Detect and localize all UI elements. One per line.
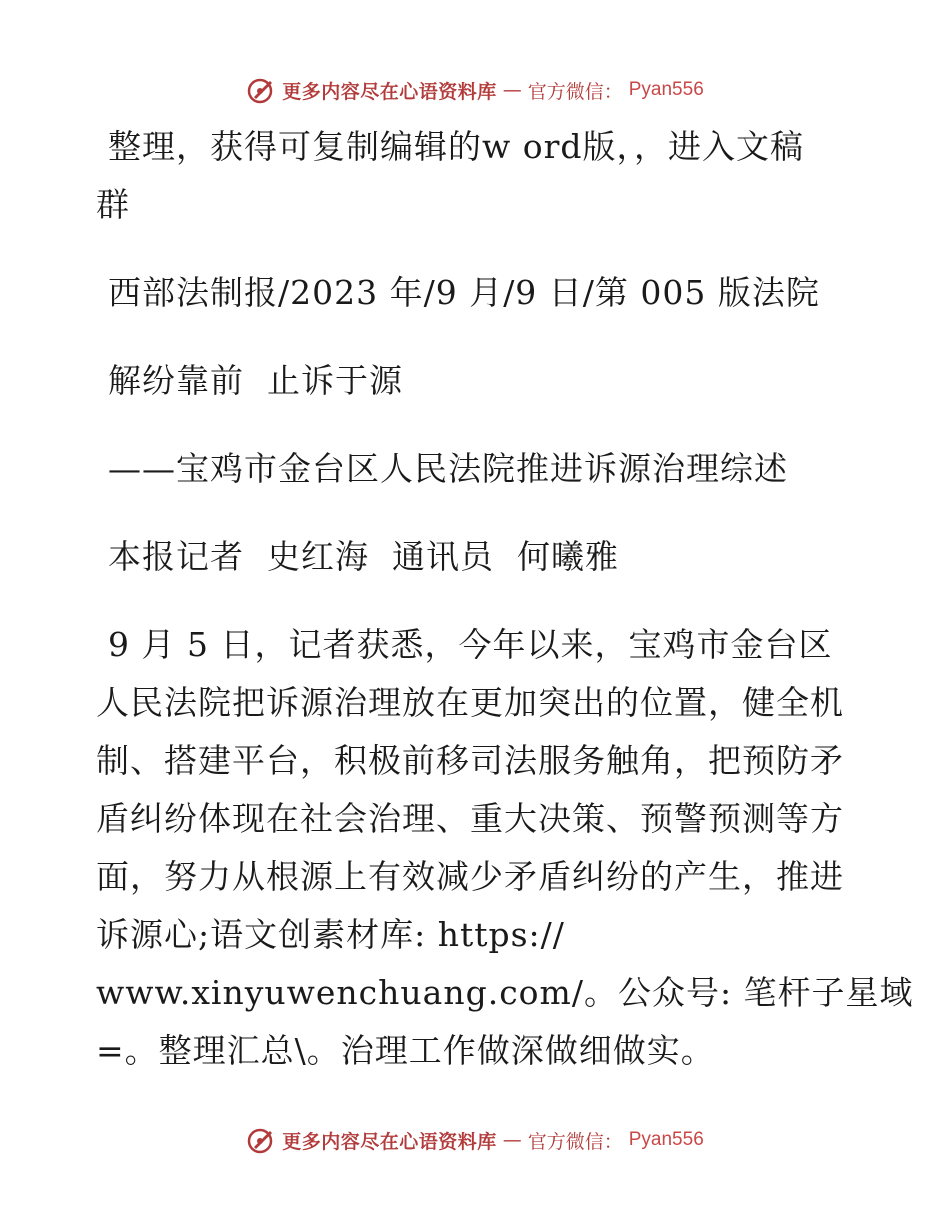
banner-wechat-label: 官方微信： [527, 80, 623, 103]
intro-line-2: 群 [96, 185, 130, 224]
article-headline: 解纷靠前 止诉于源 [108, 361, 403, 400]
document-body [96, 118, 914, 1090]
pen-circle-logo-icon [246, 75, 276, 105]
subtitle-paragraph [96, 440, 856, 498]
banner-wechat-id: Pyan556 [628, 79, 704, 100]
body-line-2: 人民法院把诉源治理放在更加突出的位置，健全机 [96, 683, 844, 722]
banner-wechat-id: Pyan556 [628, 1129, 704, 1150]
headline-paragraph [96, 352, 856, 410]
source-paragraph [96, 264, 856, 322]
banner-main-text: 更多内容尽在心语资料库 [282, 1130, 497, 1153]
article-body-paragraph [96, 616, 914, 1080]
body-line-6: 诉源心;语文创素材库: https:// [96, 915, 565, 954]
banner-separator: — [502, 79, 522, 101]
pen-circle-logo-icon [246, 1125, 276, 1155]
intro-line-1: 整理，获得可复制编辑的w ord版，，进入文稿 [108, 127, 805, 166]
article-subtitle: ——宝鸡市金台区人民法院推进诉源治理综述 [108, 449, 788, 488]
body-line-1: 9 月 5 日，记者获悉，今年以来，宝鸡市金台区 [108, 625, 833, 664]
body-line-7: www.xinyuwenchuang.com/。公众号: 笔杆子星域 [96, 973, 914, 1012]
body-line-4: 盾纠纷体现在社会治理、重大决策、预警预测等方 [96, 799, 844, 838]
banner-separator: — [502, 1129, 522, 1151]
source-line: 西部法制报/2023 年/9 月/9 日/第 005 版法院 [108, 273, 820, 312]
page-header-banner [0, 72, 950, 108]
byline-paragraph [96, 528, 856, 586]
article-byline: 本报记者 史红海 通讯员 何曦雅 [108, 537, 619, 576]
banner-main-text: 更多内容尽在心语资料库 [282, 80, 497, 103]
banner-wechat-label: 官方微信： [527, 1130, 623, 1153]
body-line-8: =。整理汇总\。治理工作做深做细做实。 [96, 1031, 715, 1070]
body-line-5: 面，努力从根源上有效减少矛盾纠纷的产生，推进 [96, 857, 844, 896]
intro-paragraph [96, 118, 856, 234]
body-line-3: 制、搭建平台，积极前移司法服务触角，把预防矛 [96, 741, 844, 780]
page-footer-banner [0, 1122, 950, 1158]
